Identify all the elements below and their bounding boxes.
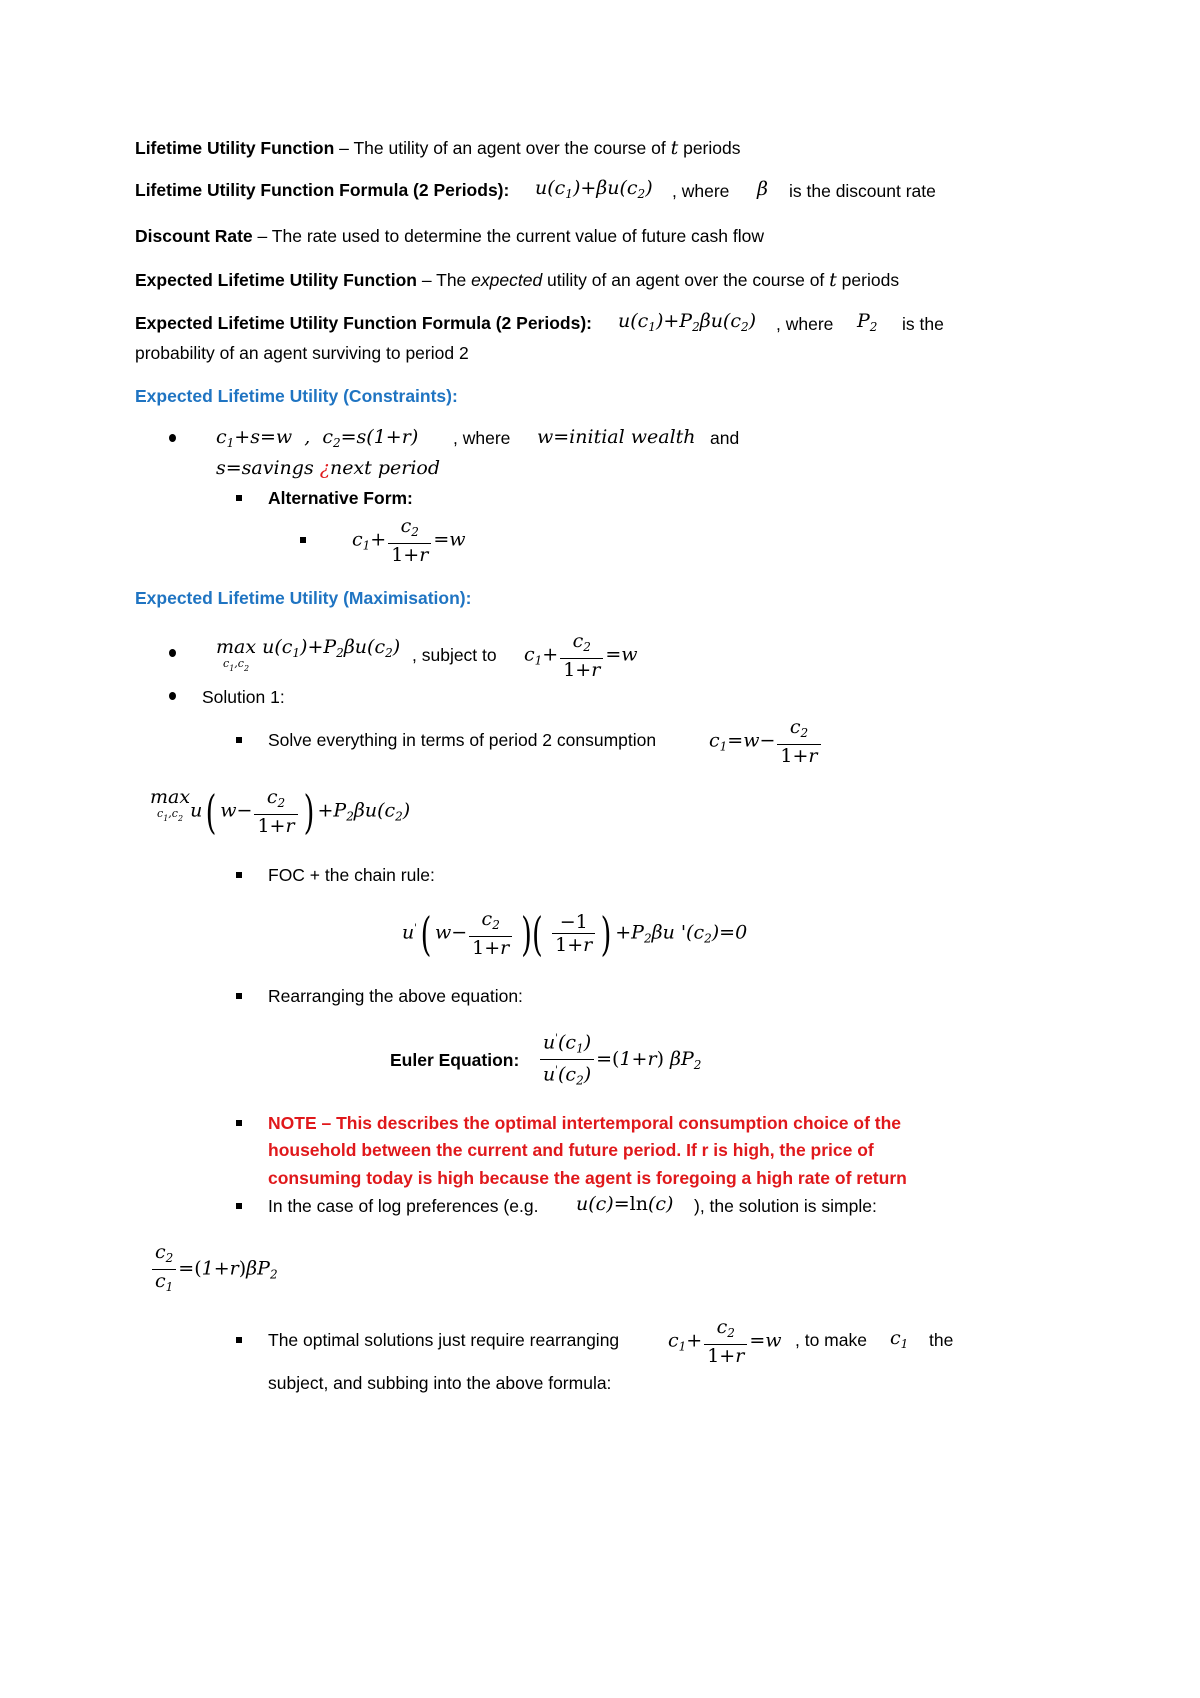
solution1-label: Solution 1: xyxy=(202,687,285,707)
s-definition xyxy=(216,457,440,479)
definition: utility of an agent over the course of xyxy=(542,270,830,290)
formula-lifetime: $u(c_1)+\beta u(c_2)$ xyxy=(535,177,653,201)
note-line-3: consuming today is high because the agent is foregoing a high rate of return xyxy=(268,1168,907,1188)
s-def-b: next period xyxy=(329,457,440,479)
def-discount-rate xyxy=(135,226,764,247)
definition: – The utility of an agent over the course of xyxy=(334,138,671,158)
definition: – The rate used to determine the current value of future cash flow xyxy=(252,226,765,246)
var-t: t xyxy=(670,137,679,159)
bullet xyxy=(169,434,176,442)
log-text-b: ), the solution is simple: xyxy=(694,1196,877,1216)
solve-text: Solve everything in terms of period 2 consumption xyxy=(268,730,657,750)
foc-equation: u'( w− $\frac{c_2}{1+r}$ )( $\frac{-1}{1+r}$ ) $+P_2\beta u$ '$(c_2)=0$ xyxy=(402,906,748,961)
bullet xyxy=(236,872,242,878)
constraint-formula: $c_1+$ $\frac{c_2}{1+r}$ =w xyxy=(524,630,638,681)
c1-expression: $c_1=w-$ $\frac{c_2}{1+r}$ xyxy=(709,716,823,767)
maximisation-heading: Expected Lifetime Utility (Maximisation): xyxy=(135,588,472,608)
euler-label: Euler Equation: xyxy=(390,1050,520,1070)
formula-expected: $u(c_1)+P_2\beta u(c_2)$ xyxy=(618,310,757,334)
log-formula: u(c)=ln(c) xyxy=(576,1193,674,1215)
def-lifetime-utility xyxy=(135,137,741,159)
tail: periods xyxy=(678,138,741,158)
log-text-a: In the case of log preferences (e.g. xyxy=(268,1196,539,1216)
term: Expected Lifetime Utility Function xyxy=(135,270,417,290)
def-lifetime-formula xyxy=(135,180,509,201)
optimal-text-a: The optimal solutions just require rearranging xyxy=(268,1330,620,1350)
rearranging-label: Rearranging the above equation: xyxy=(268,986,523,1006)
term: Lifetime Utility Function Formula (2 Periods): xyxy=(135,180,510,200)
def-expected-utility xyxy=(135,269,899,291)
foc-label: FOC + the chain rule: xyxy=(268,865,435,885)
log-solution: $\frac{c_2}{c_1}$ $=(1+r)\beta P_2$ xyxy=(150,1241,278,1298)
beta-symbol: β xyxy=(757,178,768,200)
bullet xyxy=(236,737,242,743)
tail: periods xyxy=(836,270,900,290)
where-text: , where xyxy=(776,314,834,334)
bullet xyxy=(236,1120,242,1126)
var-t: t xyxy=(829,269,837,291)
subject-to: , subject to xyxy=(412,645,497,665)
max-substituted: max $c_1,c_2$ u( w− $\frac{c_2}{1+r}$ ) $+P_2\beta u(c_2)$ xyxy=(150,784,411,839)
bullet xyxy=(236,1203,242,1209)
note-line-1: NOTE – This describes the optimal intertemporal consumption choice of the xyxy=(268,1113,902,1133)
where-text: , where xyxy=(453,428,511,448)
dash: – The xyxy=(416,270,472,290)
bullet xyxy=(300,537,306,543)
bullet xyxy=(236,993,242,999)
bullet xyxy=(169,649,176,657)
note-line-2: household between the current and future period. If r is high, the price of xyxy=(268,1140,874,1160)
tail: is the discount rate xyxy=(789,181,936,201)
euler-equation: $\frac{u'(c_1)}{u'(c_2)}$ =(1+r) $\beta P_2$ xyxy=(538,1028,701,1092)
optimal-text-b: , to make xyxy=(795,1330,867,1350)
where-text: , where xyxy=(672,181,730,201)
max-objective: max $c_1,c_2$ $u(c_1)+P_2\beta u(c_2)$ xyxy=(216,636,401,673)
term: Lifetime Utility Function xyxy=(135,138,335,158)
alt-form-label: Alternative Form: xyxy=(268,488,413,508)
emphasis: expected xyxy=(471,270,543,290)
rearrange-constraint: $c_1+$ $\frac{c_2}{1+r}$ =w xyxy=(668,1316,782,1367)
constraints-heading: Expected Lifetime Utility (Constraints): xyxy=(135,386,458,406)
budget-constraint: $c_1+s=w$ , $c_2=s(1+r)$ xyxy=(216,426,419,450)
and-text: and xyxy=(710,428,740,448)
bullet xyxy=(236,495,242,501)
optimal-line2: subject, and subbing into the above formula: xyxy=(268,1373,612,1393)
line2: probability of an agent surviving to period 2 xyxy=(135,343,469,363)
c1-symbol: $c_1$ xyxy=(890,1327,909,1351)
optimal-text-c: the xyxy=(929,1330,954,1350)
bullet xyxy=(236,1337,242,1343)
w-definition: w=initial wealth xyxy=(537,426,696,448)
tail: is the xyxy=(902,314,944,334)
s-def-a: s=savings xyxy=(216,457,314,479)
s-def-glyph: ¿ xyxy=(319,457,330,479)
expected-formula-term: Expected Lifetime Utility Function Formula (2 Periods): xyxy=(135,313,592,333)
bullet xyxy=(169,692,176,700)
p2-symbol: $P_2$ xyxy=(857,310,878,334)
term: Discount Rate xyxy=(135,226,253,246)
alt-form-formula: $c_1+$ $\frac{c_2}{1+r}$ =w xyxy=(352,515,466,566)
